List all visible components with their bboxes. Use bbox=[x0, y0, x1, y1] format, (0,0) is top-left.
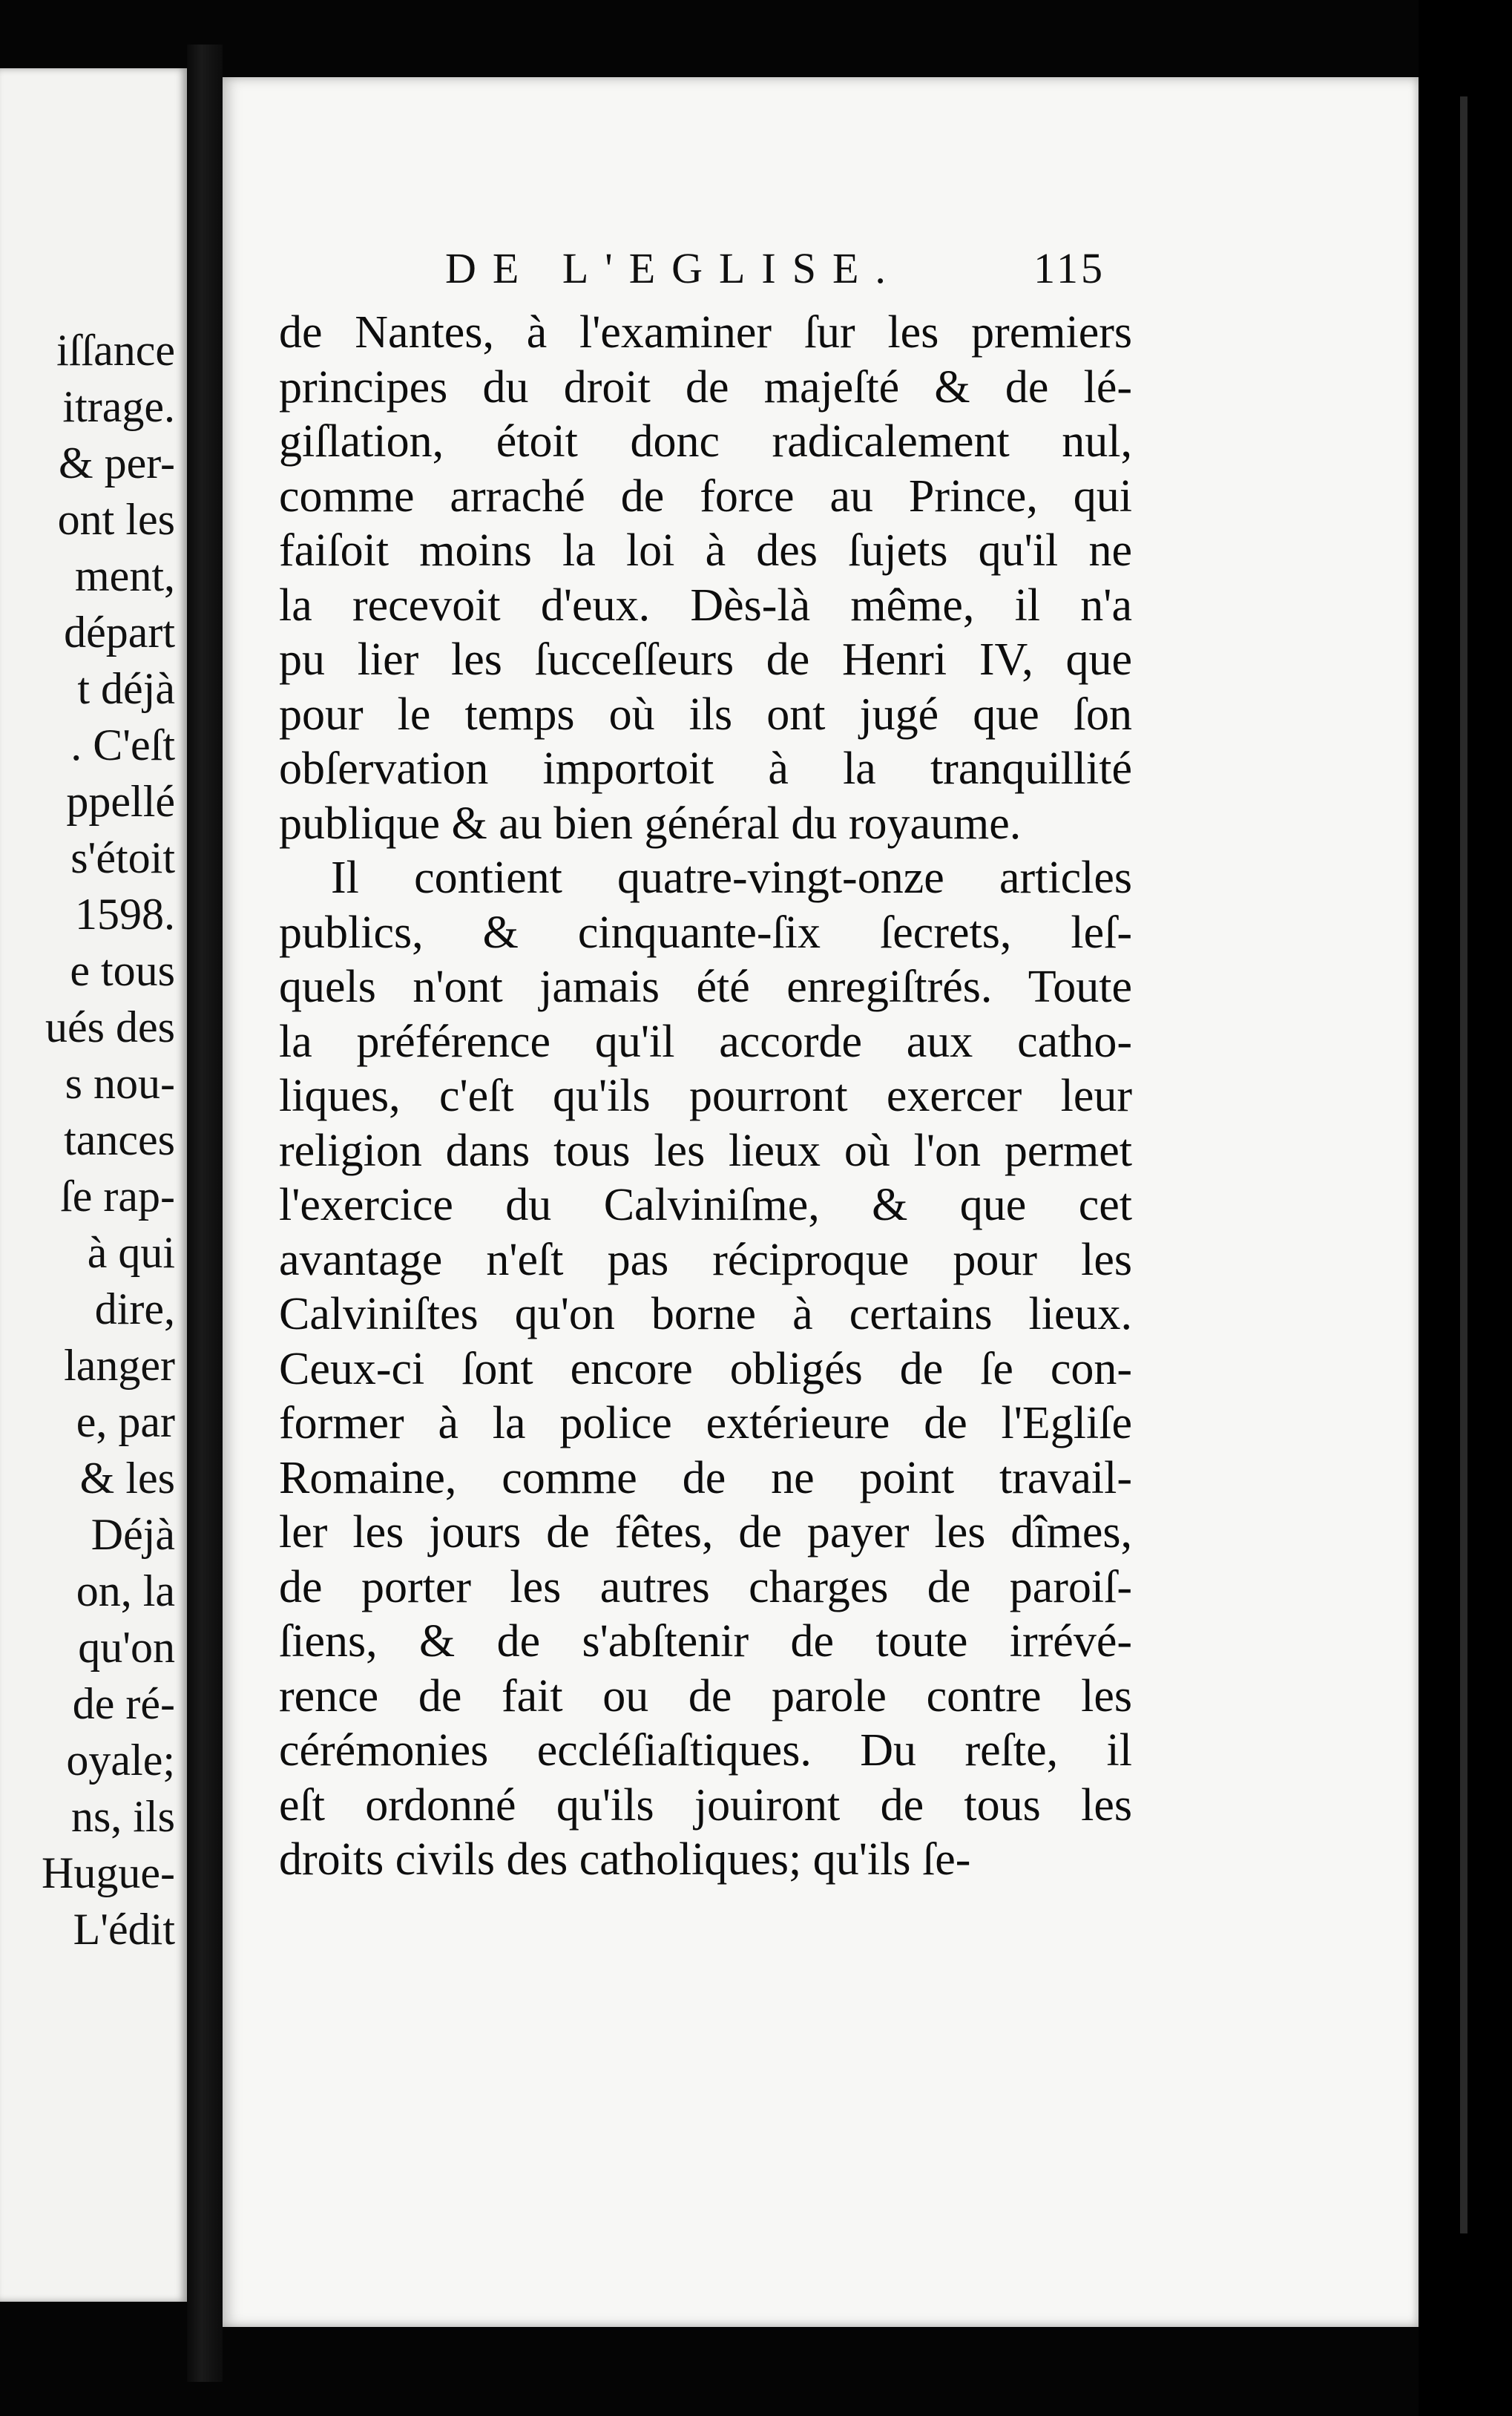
text-line: religion dans tous les lieux où l'on permet bbox=[279, 1125, 1132, 1176]
left-page-line: qu'on bbox=[78, 1623, 175, 1672]
left-page-line: ont les bbox=[57, 495, 175, 544]
running-title: DE L'EGLISE. bbox=[445, 244, 902, 292]
left-page-line: langer bbox=[64, 1341, 175, 1390]
text-line: faiſoit moins la loi à des ſujets qu'il ne bbox=[279, 525, 1132, 576]
left-page-line: dire, bbox=[94, 1284, 175, 1333]
text-line: principes du droit de majeſté & de lé- bbox=[279, 361, 1132, 413]
text-line: droits civils des catholiques; qu'ils ſe- bbox=[279, 1834, 971, 1885]
edge-rule bbox=[1460, 96, 1467, 2233]
left-page-line: itrage. bbox=[62, 382, 175, 431]
text-line: comme arraché de force au Prince, qui bbox=[279, 470, 1132, 522]
text-line: eſt ordonné qu'ils jouiront de tous les bbox=[279, 1779, 1132, 1831]
text-line: quels n'ont jamais été enregiſtrés. Toute bbox=[279, 962, 1132, 1012]
left-page-line: 1598. bbox=[75, 890, 175, 939]
left-page-line: à qui bbox=[87, 1228, 175, 1277]
text-line: obſervation importoit à la tranquillité bbox=[279, 743, 1132, 794]
left-page-line: de ré- bbox=[72, 1679, 175, 1728]
text-line: publics, & cinquante-ſix ſecrets, leſ- bbox=[279, 907, 1132, 958]
text-line: l'exercice du Calviniſme, & que cet bbox=[279, 1180, 1132, 1230]
left-page-line: & les bbox=[79, 1454, 175, 1503]
left-page-line: oyale; bbox=[66, 1736, 175, 1785]
text-line: giſlation, étoit donc radicalement nul, bbox=[279, 416, 1132, 467]
left-page-line: s nou- bbox=[65, 1059, 175, 1108]
text-line: former à la police extérieure de l'Egliſe bbox=[279, 1398, 1132, 1448]
left-page-line: L'édit bbox=[73, 1905, 175, 1954]
text-line: la recevoit d'eux. Dès-là même, il n'a bbox=[279, 580, 1132, 631]
text-line: ler les jours de fêtes, de payer les dîmes, bbox=[279, 1507, 1132, 1557]
text-line: Calviniſtes qu'on borne à certains lieux. bbox=[279, 1289, 1132, 1339]
left-page-line: iſſance bbox=[56, 326, 175, 375]
left-page-line: . C'eſt bbox=[70, 720, 175, 769]
left-page-line: ués des bbox=[45, 1002, 175, 1051]
text-line: Romaine, comme de ne point travail- bbox=[279, 1452, 1132, 1503]
left-page-line: tances bbox=[64, 1115, 175, 1164]
text-line: de porter les autres charges de paroiſ- bbox=[279, 1561, 1132, 1612]
text-line: ſiens, & de s'abſtenir de toute irrévé- bbox=[279, 1616, 1132, 1667]
text-line: pu lier les ſucceſſeurs de Henri IV, que bbox=[279, 634, 1132, 685]
left-page-line: ppellé bbox=[66, 777, 175, 826]
paragraph-end-line: publique & au bien général du royaume. bbox=[279, 798, 1022, 849]
text-line: de Nantes, à l'examiner ſur les premiers bbox=[279, 307, 1132, 358]
left-page-line: Hugue- bbox=[42, 1848, 175, 1897]
left-page-line: on, la bbox=[76, 1566, 175, 1615]
text-line: avantage n'eſt pas réciproque pour les bbox=[279, 1234, 1132, 1285]
left-page-line: t déjà bbox=[77, 664, 175, 713]
left-page-line: départ bbox=[64, 608, 175, 657]
running-head bbox=[223, 243, 1105, 295]
left-page-line: ns, ils bbox=[70, 1792, 175, 1841]
left-page-line: & per- bbox=[58, 439, 175, 488]
left-facing-page bbox=[0, 68, 187, 2302]
text-line: rence de fait ou de parole contre les bbox=[279, 1670, 1132, 1721]
left-page-line: e tous bbox=[70, 946, 175, 995]
body-text bbox=[279, 306, 1132, 1888]
left-page-line: Déjà bbox=[91, 1510, 175, 1559]
paragraph-start-line: Il contient quatre-vingt-onze articles bbox=[331, 853, 1132, 903]
left-page-line: ſe rap- bbox=[60, 1172, 175, 1221]
text-line: cérémonies eccléſiaſtiques. Du reſte, il bbox=[279, 1725, 1132, 1776]
left-page-line: s'étoit bbox=[70, 833, 175, 882]
left-page-line: e, par bbox=[76, 1397, 175, 1446]
text-line: liques, c'eſt qu'ils pourront exercer leur bbox=[279, 1071, 1132, 1121]
text-line: la préférence qu'il accorde aux catho- bbox=[279, 1016, 1132, 1067]
book-gutter bbox=[187, 45, 223, 2382]
text-line: pour le temps où ils ont jugé que ſon bbox=[279, 689, 1132, 740]
page-number: 115 bbox=[1033, 244, 1105, 292]
text-line: Ceux-ci ſont encore obligés de ſe con- bbox=[279, 1343, 1132, 1394]
left-page-line: ment, bbox=[75, 551, 175, 600]
